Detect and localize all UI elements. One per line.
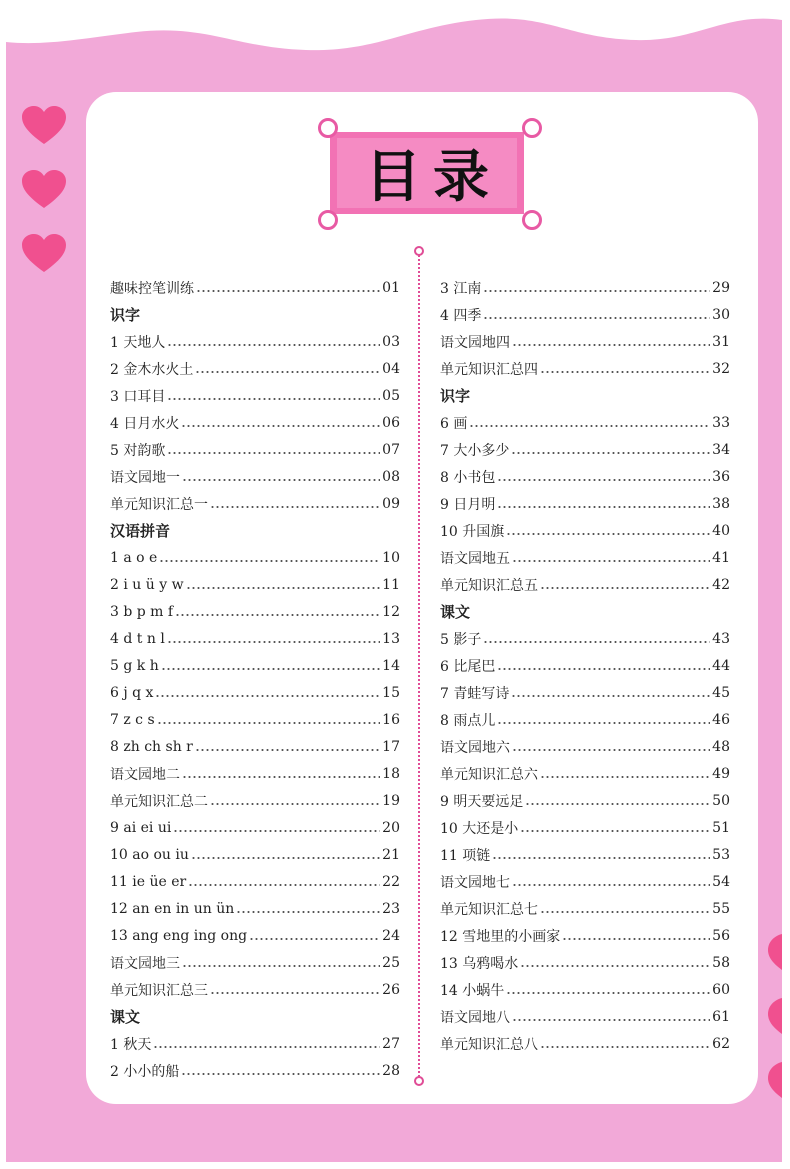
toc-entry-title: 3 江南 bbox=[440, 280, 482, 297]
toc-entry-title: 7 大小多少 bbox=[440, 442, 510, 459]
dot-leader bbox=[195, 371, 380, 373]
toc-entry-title: 8 雨点儿 bbox=[440, 712, 496, 729]
toc-entry[interactable] bbox=[110, 274, 400, 301]
toc-entry-title: 1 天地人 bbox=[110, 334, 166, 351]
toc-entry-title: 1 秋天 bbox=[110, 1036, 152, 1053]
dot-leader bbox=[153, 1046, 380, 1048]
toc-entry[interactable] bbox=[110, 571, 400, 598]
toc-entry-title: 10 ao ou iu bbox=[110, 846, 189, 863]
toc-entry[interactable] bbox=[110, 787, 400, 814]
toc-entry-title: 7 青蛙写诗 bbox=[440, 685, 510, 702]
toc-entry-page: 62 bbox=[712, 1035, 730, 1052]
toc-entry-page: 51 bbox=[712, 819, 730, 836]
toc-entry-page: 49 bbox=[712, 765, 730, 782]
dot-leader bbox=[562, 938, 710, 940]
dot-leader bbox=[196, 290, 380, 292]
toc-entry-page: 61 bbox=[712, 1008, 730, 1025]
divider-endpoint bbox=[414, 1076, 424, 1086]
toc-entry-title: 2 i u ü y w bbox=[110, 576, 184, 593]
toc-entry[interactable] bbox=[440, 463, 730, 490]
toc-entry[interactable] bbox=[110, 436, 400, 463]
dot-leader bbox=[210, 506, 380, 508]
toc-entry-page: 07 bbox=[382, 441, 400, 458]
toc-entry-title: 4 d t n l bbox=[110, 630, 165, 647]
toc-entry-title: 单元知识汇总五 bbox=[440, 577, 538, 594]
dot-leader bbox=[155, 695, 380, 697]
dot-leader bbox=[236, 911, 380, 913]
dot-leader bbox=[540, 1046, 710, 1048]
dot-leader bbox=[159, 560, 380, 562]
toc-column-right bbox=[440, 274, 730, 1057]
dot-leader bbox=[483, 290, 710, 292]
toc-entry-title: 1 a o e bbox=[110, 549, 158, 566]
toc-entry-page: 58 bbox=[712, 954, 730, 971]
toc-entry-page: 42 bbox=[712, 576, 730, 593]
dot-leader bbox=[186, 587, 381, 589]
toc-entry-page: 12 bbox=[382, 603, 400, 620]
toc-entry-page: 54 bbox=[712, 873, 730, 890]
toc-entry[interactable] bbox=[440, 922, 730, 949]
toc-entry-page: 29 bbox=[712, 279, 730, 296]
dot-leader bbox=[520, 965, 710, 967]
toc-entry[interactable] bbox=[440, 490, 730, 517]
dot-leader bbox=[506, 992, 710, 994]
toc-entry-page: 15 bbox=[382, 684, 400, 701]
toc-entry[interactable] bbox=[110, 355, 400, 382]
heart-icon bbox=[768, 1062, 782, 1102]
toc-entry-page: 24 bbox=[382, 927, 400, 944]
toc-entry-title: 6 画 bbox=[440, 415, 468, 432]
toc-entry[interactable] bbox=[440, 706, 730, 733]
toc-entry[interactable] bbox=[440, 733, 730, 760]
toc-entry-title: 14 小蜗牛 bbox=[440, 982, 505, 999]
toc-entry-title: 3 b p m f bbox=[110, 603, 174, 620]
dot-leader bbox=[182, 965, 380, 967]
toc-entry-page: 21 bbox=[382, 846, 400, 863]
toc-entry-page: 40 bbox=[712, 522, 730, 539]
toc-entry[interactable] bbox=[440, 760, 730, 787]
toc-entry-page: 41 bbox=[712, 549, 730, 566]
dot-leader bbox=[512, 884, 710, 886]
dot-leader bbox=[191, 857, 380, 859]
toc-entry[interactable] bbox=[440, 841, 730, 868]
section-heading-text: 课文 bbox=[440, 603, 471, 621]
section-heading-text: 课文 bbox=[110, 1008, 141, 1026]
dot-leader bbox=[506, 533, 710, 535]
heart-icon bbox=[22, 170, 66, 210]
toc-entry-title: 9 ai ei ui bbox=[110, 819, 172, 836]
toc-entry[interactable] bbox=[440, 409, 730, 436]
dot-leader bbox=[525, 803, 710, 805]
dot-leader bbox=[512, 1019, 710, 1021]
toc-entry[interactable] bbox=[110, 328, 400, 355]
dot-leader bbox=[469, 425, 710, 427]
section-heading bbox=[110, 1003, 400, 1030]
toc-entry[interactable] bbox=[110, 652, 400, 679]
dot-leader bbox=[181, 1073, 380, 1075]
toc-entry-page: 08 bbox=[382, 468, 400, 485]
toc-entry[interactable] bbox=[440, 571, 730, 598]
title-banner bbox=[330, 132, 524, 214]
toc-entry[interactable] bbox=[110, 463, 400, 490]
toc-entry-page: 20 bbox=[382, 819, 400, 836]
toc-entry-title: 语文园地二 bbox=[110, 766, 180, 783]
dot-leader bbox=[483, 317, 710, 319]
toc-entry-page: 30 bbox=[712, 306, 730, 323]
dot-leader bbox=[210, 803, 380, 805]
toc-entry-page: 14 bbox=[382, 657, 400, 674]
section-heading-text: 汉语拼音 bbox=[110, 522, 171, 540]
toc-entry-title: 10 大还是小 bbox=[440, 820, 519, 837]
toc-entry[interactable] bbox=[110, 814, 400, 841]
toc-entry-page: 22 bbox=[382, 873, 400, 890]
dot-leader bbox=[512, 344, 710, 346]
toc-entry-page: 55 bbox=[712, 900, 730, 917]
toc-entry-title: 单元知识汇总七 bbox=[440, 901, 538, 918]
dot-leader bbox=[540, 776, 710, 778]
toc-entry-title: 7 z c s bbox=[110, 711, 155, 728]
ring-decoration bbox=[318, 210, 338, 230]
toc-entry[interactable] bbox=[440, 895, 730, 922]
heart-icon bbox=[768, 934, 782, 974]
toc-entry[interactable] bbox=[110, 544, 400, 571]
dot-leader bbox=[520, 830, 710, 832]
toc-entry-title: 单元知识汇总四 bbox=[440, 361, 538, 378]
dot-leader bbox=[540, 587, 710, 589]
dot-leader bbox=[195, 749, 380, 751]
toc-entry[interactable] bbox=[440, 679, 730, 706]
toc-entry-page: 45 bbox=[712, 684, 730, 701]
heart-icon bbox=[22, 234, 66, 274]
dot-leader bbox=[497, 722, 710, 724]
toc-entry[interactable] bbox=[110, 760, 400, 787]
toc-entry[interactable] bbox=[110, 625, 400, 652]
toc-entry-title: 4 四季 bbox=[440, 307, 482, 324]
toc-entry-page: 13 bbox=[382, 630, 400, 647]
toc-entry-title: 8 小书包 bbox=[440, 469, 496, 486]
toc-entry-title: 单元知识汇总六 bbox=[440, 766, 538, 783]
toc-entry-title: 11 项链 bbox=[440, 847, 491, 864]
dot-leader bbox=[492, 857, 710, 859]
toc-entry-page: 26 bbox=[382, 981, 400, 998]
toc-entry[interactable] bbox=[110, 841, 400, 868]
toc-entry-page: 46 bbox=[712, 711, 730, 728]
dot-leader bbox=[511, 695, 710, 697]
toc-entry-page: 60 bbox=[712, 981, 730, 998]
heart-icon bbox=[22, 106, 66, 146]
toc-entry[interactable] bbox=[440, 976, 730, 1003]
section-heading bbox=[110, 301, 400, 328]
toc-entry[interactable] bbox=[440, 328, 730, 355]
toc-entry-page: 03 bbox=[382, 333, 400, 350]
toc-entry-page: 01 bbox=[382, 279, 400, 296]
toc-entry[interactable] bbox=[440, 1003, 730, 1030]
toc-entry-title: 8 zh ch sh r bbox=[110, 738, 193, 755]
toc-entry[interactable] bbox=[110, 1030, 400, 1057]
dot-leader bbox=[540, 911, 710, 913]
toc-entry-title: 单元知识汇总一 bbox=[110, 496, 208, 513]
toc-entry[interactable] bbox=[440, 868, 730, 895]
toc-entry-page: 11 bbox=[382, 576, 400, 593]
toc-entry-page: 25 bbox=[382, 954, 400, 971]
toc-entry-title: 6 j q x bbox=[110, 684, 154, 701]
toc-entry-title: 5 g k h bbox=[110, 657, 159, 674]
toc-entry-title: 13 ang eng ing ong bbox=[110, 927, 248, 944]
toc-entry-page: 27 bbox=[382, 1035, 400, 1052]
toc-entry[interactable] bbox=[440, 301, 730, 328]
dot-leader bbox=[175, 614, 380, 616]
toc-entry-title: 6 比尾巴 bbox=[440, 658, 496, 675]
toc-column-left bbox=[110, 274, 400, 1084]
top-wave-decoration bbox=[6, 6, 782, 66]
toc-entry[interactable] bbox=[110, 679, 400, 706]
dot-leader bbox=[167, 452, 380, 454]
dot-leader bbox=[173, 830, 380, 832]
toc-entry-title: 2 小小的船 bbox=[110, 1063, 180, 1080]
toc-entry-page: 18 bbox=[382, 765, 400, 782]
toc-entry-title: 语文园地一 bbox=[110, 469, 180, 486]
section-heading-text: 识字 bbox=[440, 387, 471, 405]
ring-decoration bbox=[318, 118, 338, 138]
dot-leader bbox=[497, 668, 710, 670]
toc-entry[interactable] bbox=[440, 814, 730, 841]
toc-entry-title: 语文园地三 bbox=[110, 955, 180, 972]
toc-entry-title: 语文园地四 bbox=[440, 334, 510, 351]
toc-entry-title: 3 口耳目 bbox=[110, 388, 166, 405]
dot-leader bbox=[167, 344, 380, 346]
toc-entry-title: 12 雪地里的小画家 bbox=[440, 928, 561, 945]
toc-entry-page: 38 bbox=[712, 495, 730, 512]
toc-entry[interactable] bbox=[440, 517, 730, 544]
toc-entry-title: 单元知识汇总二 bbox=[110, 793, 208, 810]
toc-entry[interactable] bbox=[110, 1057, 400, 1084]
toc-entry[interactable] bbox=[440, 436, 730, 463]
column-divider bbox=[418, 252, 420, 1080]
toc-entry[interactable] bbox=[110, 382, 400, 409]
dot-leader bbox=[182, 776, 380, 778]
dot-leader bbox=[181, 425, 380, 427]
toc-entry-page: 48 bbox=[712, 738, 730, 755]
dot-leader bbox=[483, 641, 710, 643]
toc-entry[interactable] bbox=[110, 895, 400, 922]
toc-entry[interactable] bbox=[110, 922, 400, 949]
toc-entry[interactable] bbox=[440, 355, 730, 382]
toc-entry-page: 06 bbox=[382, 414, 400, 431]
toc-entry-page: 33 bbox=[712, 414, 730, 431]
toc-entry[interactable] bbox=[110, 976, 400, 1003]
toc-entry-title: 语文园地五 bbox=[440, 550, 510, 567]
ring-decoration bbox=[522, 210, 542, 230]
toc-entry-page: 09 bbox=[382, 495, 400, 512]
toc-entry-title: 单元知识汇总三 bbox=[110, 982, 208, 999]
toc-entry-page: 04 bbox=[382, 360, 400, 377]
toc-entry[interactable] bbox=[110, 706, 400, 733]
toc-entry-title: 9 日月明 bbox=[440, 496, 496, 513]
dot-leader bbox=[249, 938, 380, 940]
toc-entry-title: 13 乌鸦喝水 bbox=[440, 955, 519, 972]
dot-leader bbox=[540, 371, 710, 373]
toc-entry-title: 12 an en in un ün bbox=[110, 900, 235, 917]
toc-entry-page: 28 bbox=[382, 1062, 400, 1079]
dot-leader bbox=[497, 479, 710, 481]
toc-entry-page: 53 bbox=[712, 846, 730, 863]
section-heading-text: 识字 bbox=[110, 306, 141, 324]
toc-entry[interactable] bbox=[110, 949, 400, 976]
dot-leader bbox=[167, 641, 380, 643]
toc-entry-title: 2 金木水火土 bbox=[110, 361, 194, 378]
toc-entry-page: 05 bbox=[382, 387, 400, 404]
toc-entry[interactable] bbox=[440, 1030, 730, 1057]
dot-leader bbox=[512, 560, 710, 562]
divider-endpoint bbox=[414, 246, 424, 256]
section-heading bbox=[440, 382, 730, 409]
toc-entry[interactable] bbox=[110, 409, 400, 436]
dot-leader bbox=[210, 992, 380, 994]
toc-entry-page: 23 bbox=[382, 900, 400, 917]
toc-entry[interactable] bbox=[440, 652, 730, 679]
toc-entry-title: 4 日月水火 bbox=[110, 415, 180, 432]
toc-entry[interactable] bbox=[440, 949, 730, 976]
toc-entry-title: 10 升国旗 bbox=[440, 523, 505, 540]
toc-entry[interactable] bbox=[110, 598, 400, 625]
toc-entry-page: 19 bbox=[382, 792, 400, 809]
toc-entry-title: 5 对韵歌 bbox=[110, 442, 166, 459]
toc-entry[interactable] bbox=[110, 868, 400, 895]
toc-entry-page: 43 bbox=[712, 630, 730, 647]
toc-entry-title: 单元知识汇总八 bbox=[440, 1036, 538, 1053]
toc-entry-page: 32 bbox=[712, 360, 730, 377]
toc-entry[interactable] bbox=[110, 733, 400, 760]
toc-entry-page: 36 bbox=[712, 468, 730, 485]
dot-leader bbox=[497, 506, 710, 508]
toc-entry-page: 56 bbox=[712, 927, 730, 944]
dot-leader bbox=[161, 668, 380, 670]
toc-entry-page: 17 bbox=[382, 738, 400, 755]
toc-entry-title: 语文园地七 bbox=[440, 874, 510, 891]
ring-decoration bbox=[522, 118, 542, 138]
toc-entry-page: 34 bbox=[712, 441, 730, 458]
dot-leader bbox=[167, 398, 380, 400]
toc-entry-title: 语文园地八 bbox=[440, 1009, 510, 1026]
toc-entry-title: 11 ie üe er bbox=[110, 873, 187, 890]
toc-entry-page: 44 bbox=[712, 657, 730, 674]
dot-leader bbox=[511, 452, 710, 454]
heart-icon bbox=[768, 998, 782, 1038]
toc-entry[interactable] bbox=[440, 544, 730, 571]
toc-entry[interactable] bbox=[440, 274, 730, 301]
dot-leader bbox=[182, 479, 380, 481]
toc-entry[interactable] bbox=[440, 625, 730, 652]
toc-entry-page: 31 bbox=[712, 333, 730, 350]
toc-entry-title: 语文园地六 bbox=[440, 739, 510, 756]
toc-entry-page: 50 bbox=[712, 792, 730, 809]
toc-entry[interactable] bbox=[440, 787, 730, 814]
toc-entry-title: 5 影子 bbox=[440, 631, 482, 648]
toc-entry-title: 趣味控笔训练 bbox=[110, 280, 194, 297]
dot-leader bbox=[188, 884, 380, 886]
page-title: 目录 bbox=[365, 145, 501, 210]
toc-entry-page: 16 bbox=[382, 711, 400, 728]
toc-entry-title: 9 明天要远足 bbox=[440, 793, 524, 810]
section-heading bbox=[110, 517, 400, 544]
section-heading bbox=[440, 598, 730, 625]
toc-entry-page: 10 bbox=[382, 549, 400, 566]
toc-entry[interactable] bbox=[110, 490, 400, 517]
dot-leader bbox=[512, 749, 710, 751]
dot-leader bbox=[157, 722, 381, 724]
